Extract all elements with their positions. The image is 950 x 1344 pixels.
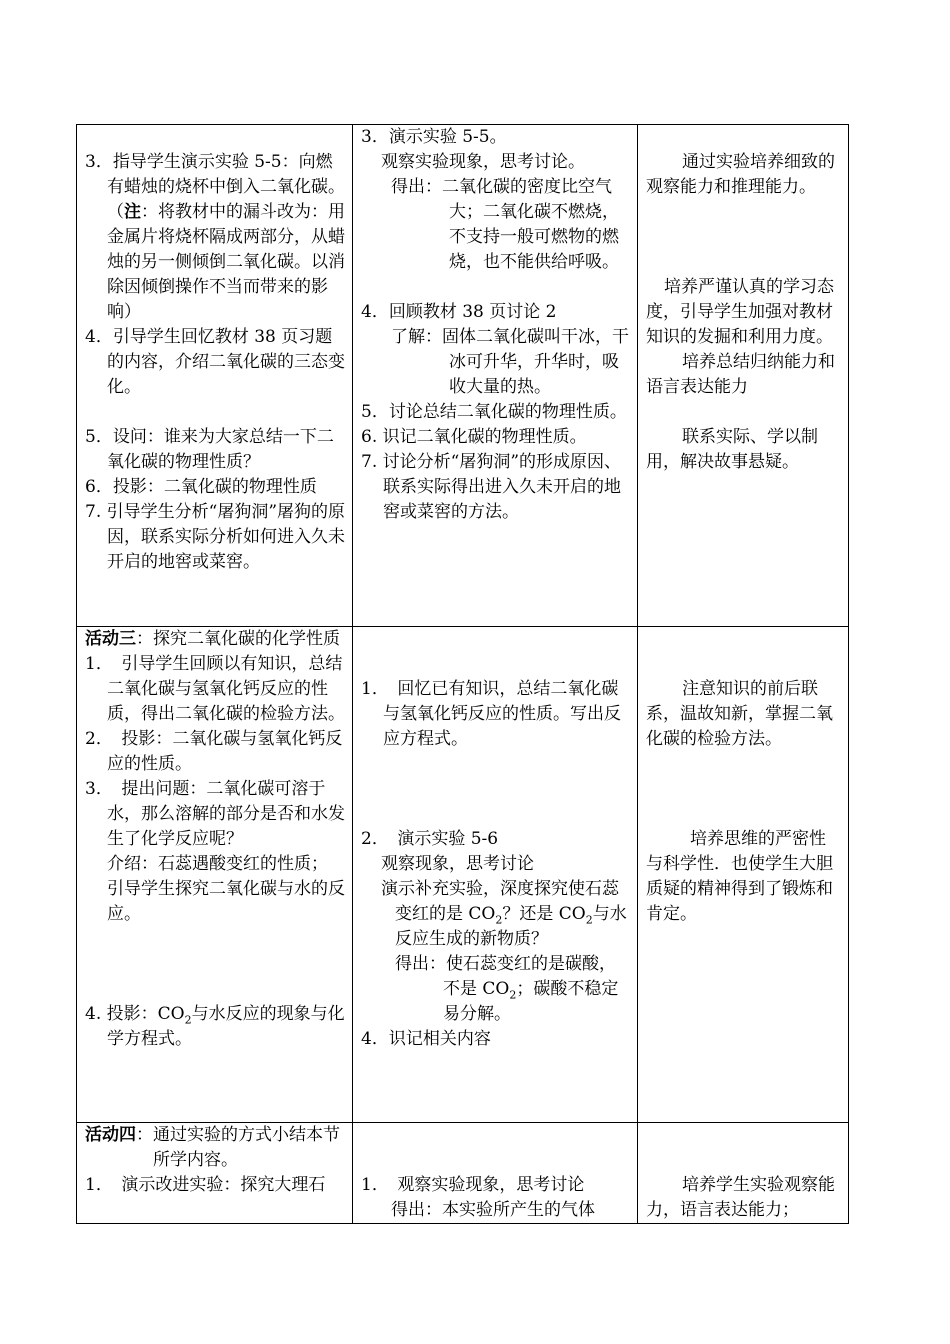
note-label: 注 <box>124 202 141 222</box>
list-item: 7. 讨论分析“屠狗洞”的形成原因、联系实际得出进入久未开启的地窖或菜窖的方法。 <box>361 452 622 522</box>
intent-text: 培养学生实验观察能力，语言表达能力； <box>646 1175 835 1220</box>
design-intent-cell <box>638 1123 849 1224</box>
list-item: 7. 引导学生分析“屠狗洞”屠狗的原因，联系实际分析如何进入久未开启的地窖或菜窖。 <box>85 502 346 572</box>
design-intent-cell <box>638 125 849 627</box>
table-row <box>77 1123 849 1224</box>
list-item: 4．识记相关内容 <box>361 1029 491 1049</box>
intent-text: 培养总结归纳能力和语言表达能力 <box>646 352 835 397</box>
list-item: 介绍：石蕊遇酸变红的性质； <box>107 854 328 874</box>
table-row <box>77 627 849 1123</box>
lesson-plan-table <box>76 124 849 1224</box>
table-row <box>77 125 849 627</box>
teacher-activity-cell <box>77 1123 353 1224</box>
list-item: 1． 回忆已有知识，总结二氧化碳与氢氧化钙反应的性质。写出反应方程式。 <box>361 679 621 749</box>
design-intent-cell <box>638 627 849 1123</box>
list-item: 引导学生探究二氧化碳与水的反应。 <box>107 879 345 924</box>
list-item: 4. 投影：$CO_2$与水反应的现象与化学方程式。 <box>85 1004 345 1049</box>
intent-text: 联系实际、学以制用，解决故事悬疑。 <box>646 427 818 472</box>
teacher-activity-cell <box>77 627 353 1123</box>
list-item: 1． 观察实验现象，思考讨论 <box>361 1175 585 1195</box>
list-item: 5．讨论总结二氧化碳的物理性质。 <box>361 402 627 422</box>
intent-text: 培养思维的严密性与科学性．也使学生大胆质疑的精神得到了锻炼和肯定。 <box>646 829 833 924</box>
intent-text: 注意知识的前后联系，温故知新，掌握二氧化碳的检验方法。 <box>646 679 833 749</box>
list-item: 6．投影：二氧化碳的物理性质 <box>85 477 317 497</box>
list-item: 3．演示实验 5-5。 <box>361 127 507 147</box>
intent-text: 通过实验培养细致的观察能力和推理能力。 <box>646 152 835 197</box>
activity-title: 活动三：探究二氧化碳的化学性质 <box>85 629 340 649</box>
student-activity-cell <box>353 1123 638 1224</box>
student-activity-cell <box>353 125 638 627</box>
list-item: 观察实验现象，思考讨论。 <box>381 152 585 172</box>
teacher-activity-cell <box>77 125 353 627</box>
list-item: 3． 提出问题：二氧化碳可溶于水，那么溶解的部分是否和水发生了化学反应呢？ <box>85 779 345 849</box>
list-item: 4．回顾教材 38 页讨论 2 <box>361 302 557 322</box>
list-item: 演示补充实验，深度探究使石蕊变红的是 $CO_2$？还是 $CO_2$与水反应生成的新物质？ <box>381 879 627 949</box>
list-item: 6. 识记二氧化碳的物理性质。 <box>361 427 587 447</box>
list-item: 观察现象，思考讨论 <box>381 854 534 874</box>
list-item: 5．设问：谁来为大家总结一下二氧化碳的物理性质？ <box>85 427 334 472</box>
list-item: 2． 演示实验 5-6 <box>361 829 499 849</box>
list-item: 1． 引导学生回顾以有知识，总结二氧化碳与氢氧化钙反应的性质，得出二氧化碳的检验方法。 <box>85 654 345 724</box>
conclusion-text: 得出：使石蕊变红的是碳酸，不是 $CO_2$；碳酸不稳定易分解。 <box>395 954 619 1024</box>
note-text: （注：将教材中的漏斗改为：用金属片将烧杯隔成两部分，从蜡烛的另一侧倾倒二氧化碳。以消除因倾倒操作不当而带来的影响） <box>107 202 345 322</box>
list-item: 3．指导学生演示实验 5-5：向燃有蜡烛的烧杯中倒入二氧化碳。 <box>85 152 345 197</box>
conclusion-text: 得出：二氧化碳的密度比空气大；二氧化碳不燃烧，不支持一般可燃物的燃烧，也不能供给呼吸。 <box>391 177 619 272</box>
list-item: 2． 投影：二氧化碳与氢氧化钙反应的性质。 <box>85 729 343 774</box>
activity-title: 活动四：通过实验的方式小结本节所学内容。 <box>85 1125 340 1170</box>
student-activity-cell <box>353 627 638 1123</box>
list-item: 1． 演示改进实验：探究大理石 <box>85 1175 326 1195</box>
intent-text: 培养严谨认真的学习态度，引导学生加强对教材知识的发掘和利用力度。 <box>646 277 834 347</box>
conclusion-text: 得出：本实验所产生的气体 <box>391 1200 595 1220</box>
conclusion-text: 了解：固体二氧化碳叫干冰，干冰可升华，升华时，吸收大量的热。 <box>391 327 629 397</box>
list-item: 4．引导学生回忆教材 38 页习题的内容，介绍二氧化碳的三态变化。 <box>85 327 345 397</box>
